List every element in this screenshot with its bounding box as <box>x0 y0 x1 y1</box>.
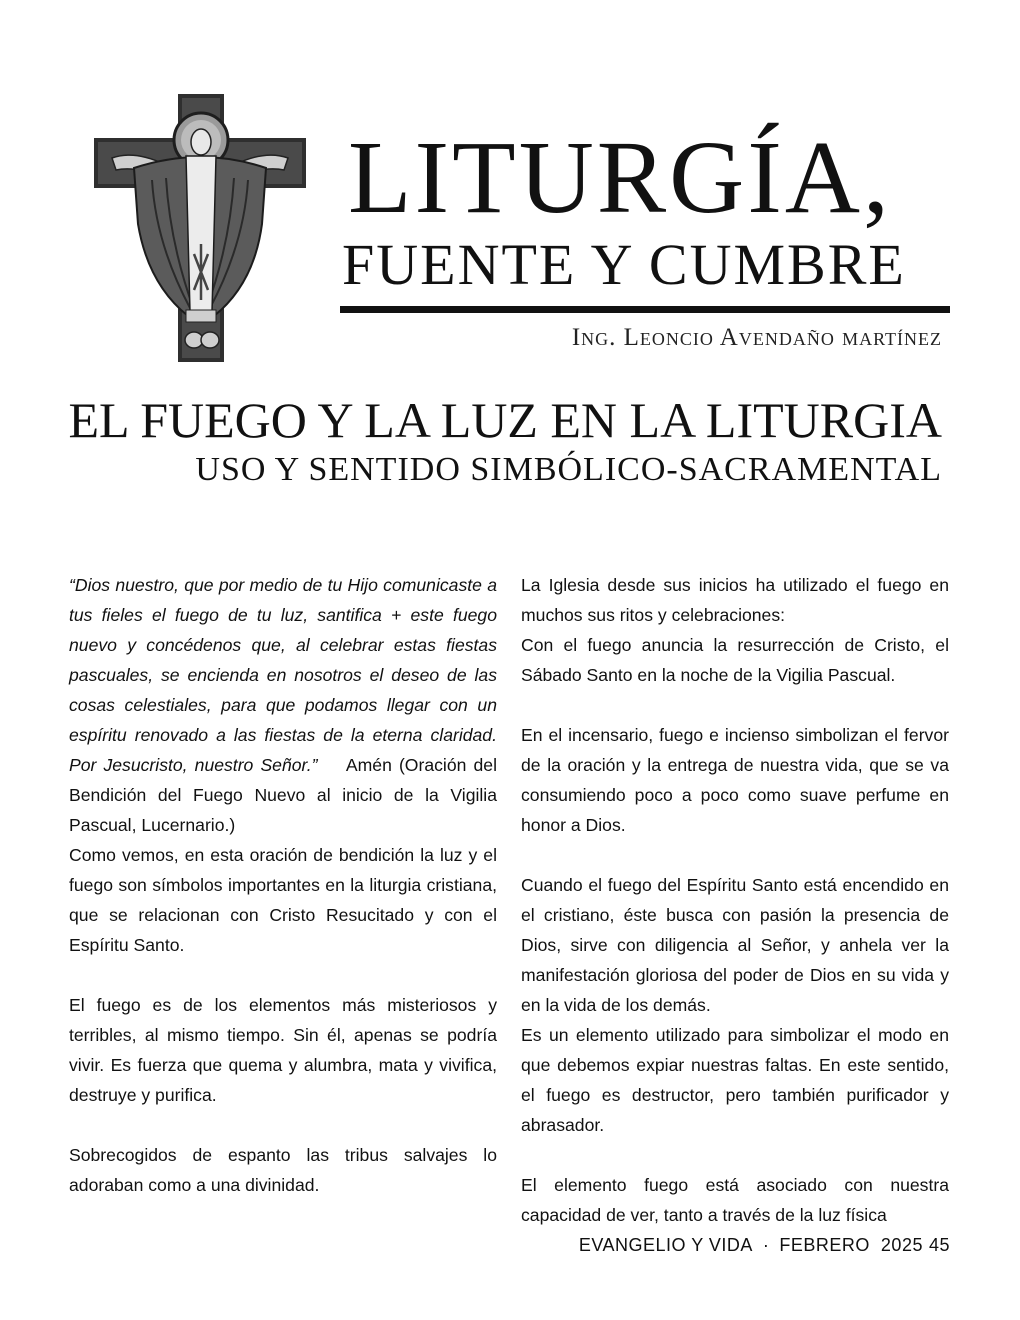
publication-name: EVANGELIO Y VIDA <box>578 1235 753 1255</box>
prayer-source: Amén (Oración del Bendición del Fuego Nuevo al inicio de la Vigilia Pascual, Lucernario.) <box>69 755 497 835</box>
paragraph: El elemento fuego está asociado con nuestra capacidad de ver, tanto a través de la luz física <box>521 1175 949 1225</box>
paragraph: Como vemos, en esta oración de bendición la luz y el fuego son símbolos importantes en la liturgia cristiana, que se relacionan con Cristo Resucitado y con el Espíritu Santo. <box>69 845 497 955</box>
article-title: EL FUEGO Y LA LUZ EN LA LITURGIA <box>68 392 942 448</box>
page-number: 45 <box>928 1235 950 1255</box>
title-divider <box>340 306 950 313</box>
footer-separator: · <box>762 1235 770 1255</box>
paragraph: Con el fuego anuncia la resurrección de Cristo, el Sábado Santo en la noche de la Vigilia Pascual. <box>521 635 949 685</box>
right-column <box>521 570 949 1230</box>
paragraph: En el incensario, fuego e incienso simbolizan el fervor de la oración y la entrega de nuestra vida, que se va consumiendo poco a poco como suave perfume en honor a Dios. <box>521 725 949 835</box>
paragraph: La Iglesia desde sus inicios ha utilizado el fuego en muchos sus ritos y celebraciones: <box>521 575 949 625</box>
crucifix-icon <box>94 94 306 362</box>
page-footer <box>579 1235 950 1256</box>
article-subtitle: USO Y SENTIDO SIMBÓLICO-SACRAMENTAL <box>195 451 942 488</box>
page-title: LITURGÍA, <box>348 120 893 235</box>
author-name: Ing. Leoncio Avendaño martínez <box>571 324 942 351</box>
paragraph: Sobrecogidos de espanto las tribus salvajes lo adoraban como a una divinidad. <box>69 1145 497 1195</box>
issue-date: FEBRERO 2025 <box>779 1235 923 1255</box>
paragraph: Cuando el fuego del Espíritu Santo está encendido en el cristiano, éste busca con pasión la presencia de Dios, sirve con diligencia al Señor, y anhela ver la manifestación gloriosa del poder de Dios en su vida y en la vida de los demás. <box>521 875 949 1015</box>
opening-prayer <box>69 570 497 840</box>
prayer-quote: “Dios nuestro, que por medio de tu Hijo comunicaste a tus fieles el fuego de tu luz, santifica + este fuego nuevo y concédenos que, al celebrar estas fiestas pascuales, se encienda en nosotros el deseo de las cosas celestiales, para que podamos llegar con un espíritu renovado a las fiestas de la eterna claridad. Por Jesucristo, nuestro Señor.” <box>69 575 497 775</box>
paragraph: Es un elemento utilizado para simbolizar el modo en que debemos expiar nuestras faltas. En este sentido, el fuego es destructor, pero también purificador y abrasador. <box>521 1025 949 1135</box>
paragraph: El fuego es de los elementos más misteriosos y terribles, al mismo tiempo. Sin él, apenas se podría vivir. Es fuerza que quema y alumbra, mata y vivifica, destruye y purifica. <box>69 995 497 1105</box>
page-subtitle: FUENTE Y CUMBRE <box>342 232 906 297</box>
left-column <box>69 570 497 1200</box>
